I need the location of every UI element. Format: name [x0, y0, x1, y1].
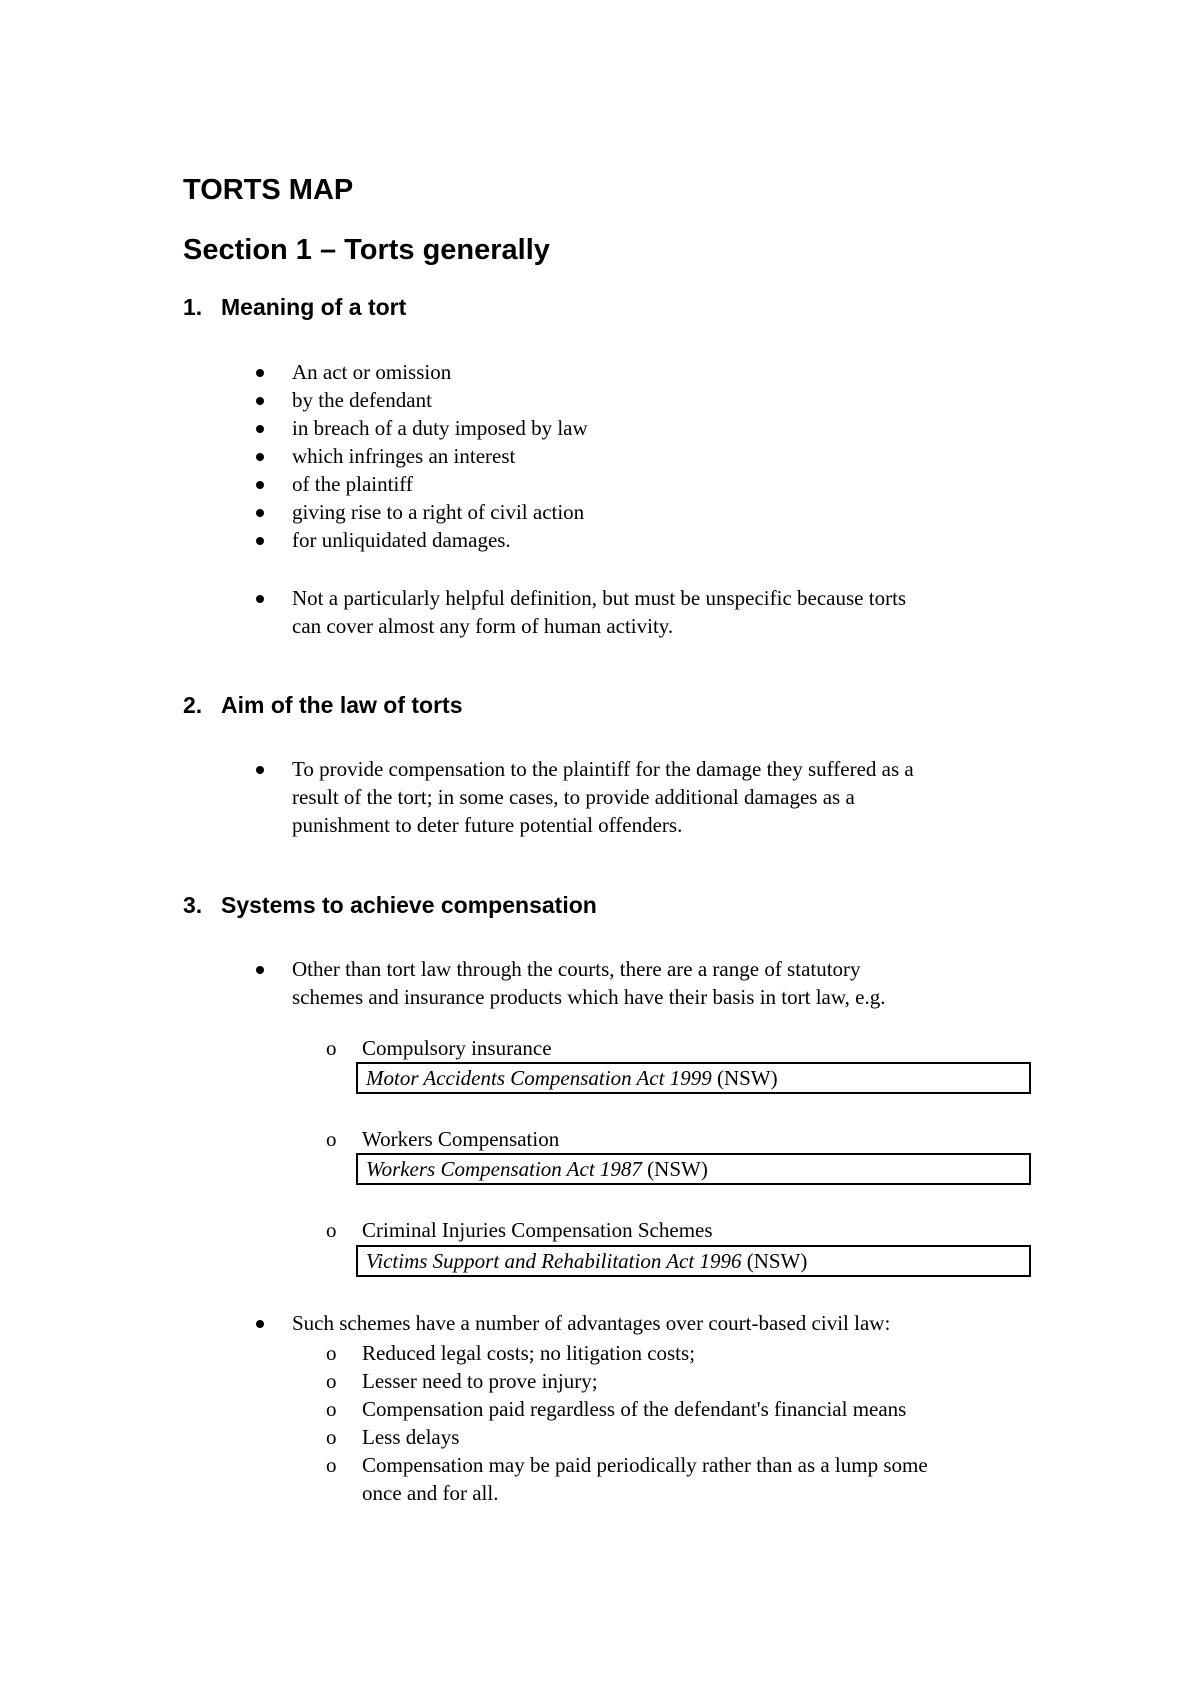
bullet-icon [256, 766, 264, 774]
scheme-item: o Criminal Injuries Compensation Schemes [326, 1218, 713, 1242]
list-item: of the plaintiff [250, 470, 588, 498]
meaning-note [250, 584, 906, 640]
advantages-intro [250, 1309, 890, 1337]
list-item: by the defendant [250, 386, 588, 414]
list-item-continuation: schemes and insurance products which have their basis in tort law, e.g. [292, 985, 886, 1009]
sub-bullet-icon: o [326, 1218, 337, 1242]
list-item-continuation: once and for all. [362, 1481, 499, 1505]
list-item: for unliquidated damages. [250, 526, 588, 554]
act-citation-box: Motor Accidents Compensation Act 1999 (NSW) [356, 1062, 1031, 1094]
list-item: in breach of a duty imposed by law [250, 414, 588, 442]
aim-bullet [250, 755, 914, 839]
list-item: giving rise to a right of civil action [250, 498, 588, 526]
list-item: o Compensation may be paid periodically rather than as a lump some [326, 1453, 928, 1477]
bullet-icon [256, 453, 264, 461]
bullet-icon [256, 397, 264, 405]
bullet-icon [256, 595, 264, 603]
list-item: o Less delays [326, 1425, 460, 1449]
act-citation-box: Victims Support and Rehabilitation Act 1996 (NSW) [356, 1245, 1031, 1277]
sub-bullet-icon: o [326, 1127, 337, 1151]
sub-bullet-icon: o [326, 1369, 337, 1393]
bullet-icon [256, 369, 264, 377]
bullet-icon [256, 509, 264, 517]
sub-bullet-icon: o [326, 1341, 337, 1365]
list-item: To provide compensation to the plaintiff for the damage they suffered as a [250, 755, 914, 783]
act-citation-box: Workers Compensation Act 1987 (NSW) [356, 1153, 1031, 1185]
systems-intro [250, 955, 885, 1011]
sub-bullet-icon: o [326, 1397, 337, 1421]
list-item: Other than tort law through the courts, there are a range of statutory [250, 955, 885, 983]
list-item: Such schemes have a number of advantages over court-based civil law: [250, 1309, 890, 1337]
heading-aim-of-torts: 2. Aim of the law of torts [183, 692, 463, 718]
scheme-item: o Workers Compensation [326, 1127, 560, 1151]
heading-systems-compensation: 3. Systems to achieve compensation [183, 892, 597, 918]
list-item: Not a particularly helpful definition, but must be unspecific because torts [250, 584, 906, 612]
list-item: o Compensation paid regardless of the defendant's financial means [326, 1397, 907, 1421]
scheme-item: o Compulsory insurance [326, 1036, 552, 1060]
heading-meaning-of-tort: 1. Meaning of a tort [183, 294, 407, 320]
list-item: An act or omission [250, 358, 588, 386]
bullet-icon [256, 966, 264, 974]
list-item: o Lesser need to prove injury; [326, 1369, 598, 1393]
document-title: TORTS MAP [183, 174, 354, 206]
list-item-continuation: result of the tort; in some cases, to provide additional damages as a [292, 785, 855, 809]
list-item: o Reduced legal costs; no litigation costs; [326, 1341, 696, 1365]
bullet-icon [256, 481, 264, 489]
sub-bullet-icon: o [326, 1453, 337, 1477]
bullet-icon [256, 425, 264, 433]
list-item: which infringes an interest [250, 442, 588, 470]
bullet-icon [256, 1320, 264, 1328]
bullet-icon [256, 537, 264, 545]
sub-bullet-icon: o [326, 1425, 337, 1449]
section-title: Section 1 – Torts generally [183, 234, 550, 266]
list-item-continuation: can cover almost any form of human activity. [292, 614, 674, 638]
meaning-bullet-list [250, 358, 588, 554]
advantages-list [326, 1339, 928, 1507]
sub-bullet-icon: o [326, 1036, 337, 1060]
list-item-continuation: punishment to deter future potential offenders. [292, 813, 683, 837]
